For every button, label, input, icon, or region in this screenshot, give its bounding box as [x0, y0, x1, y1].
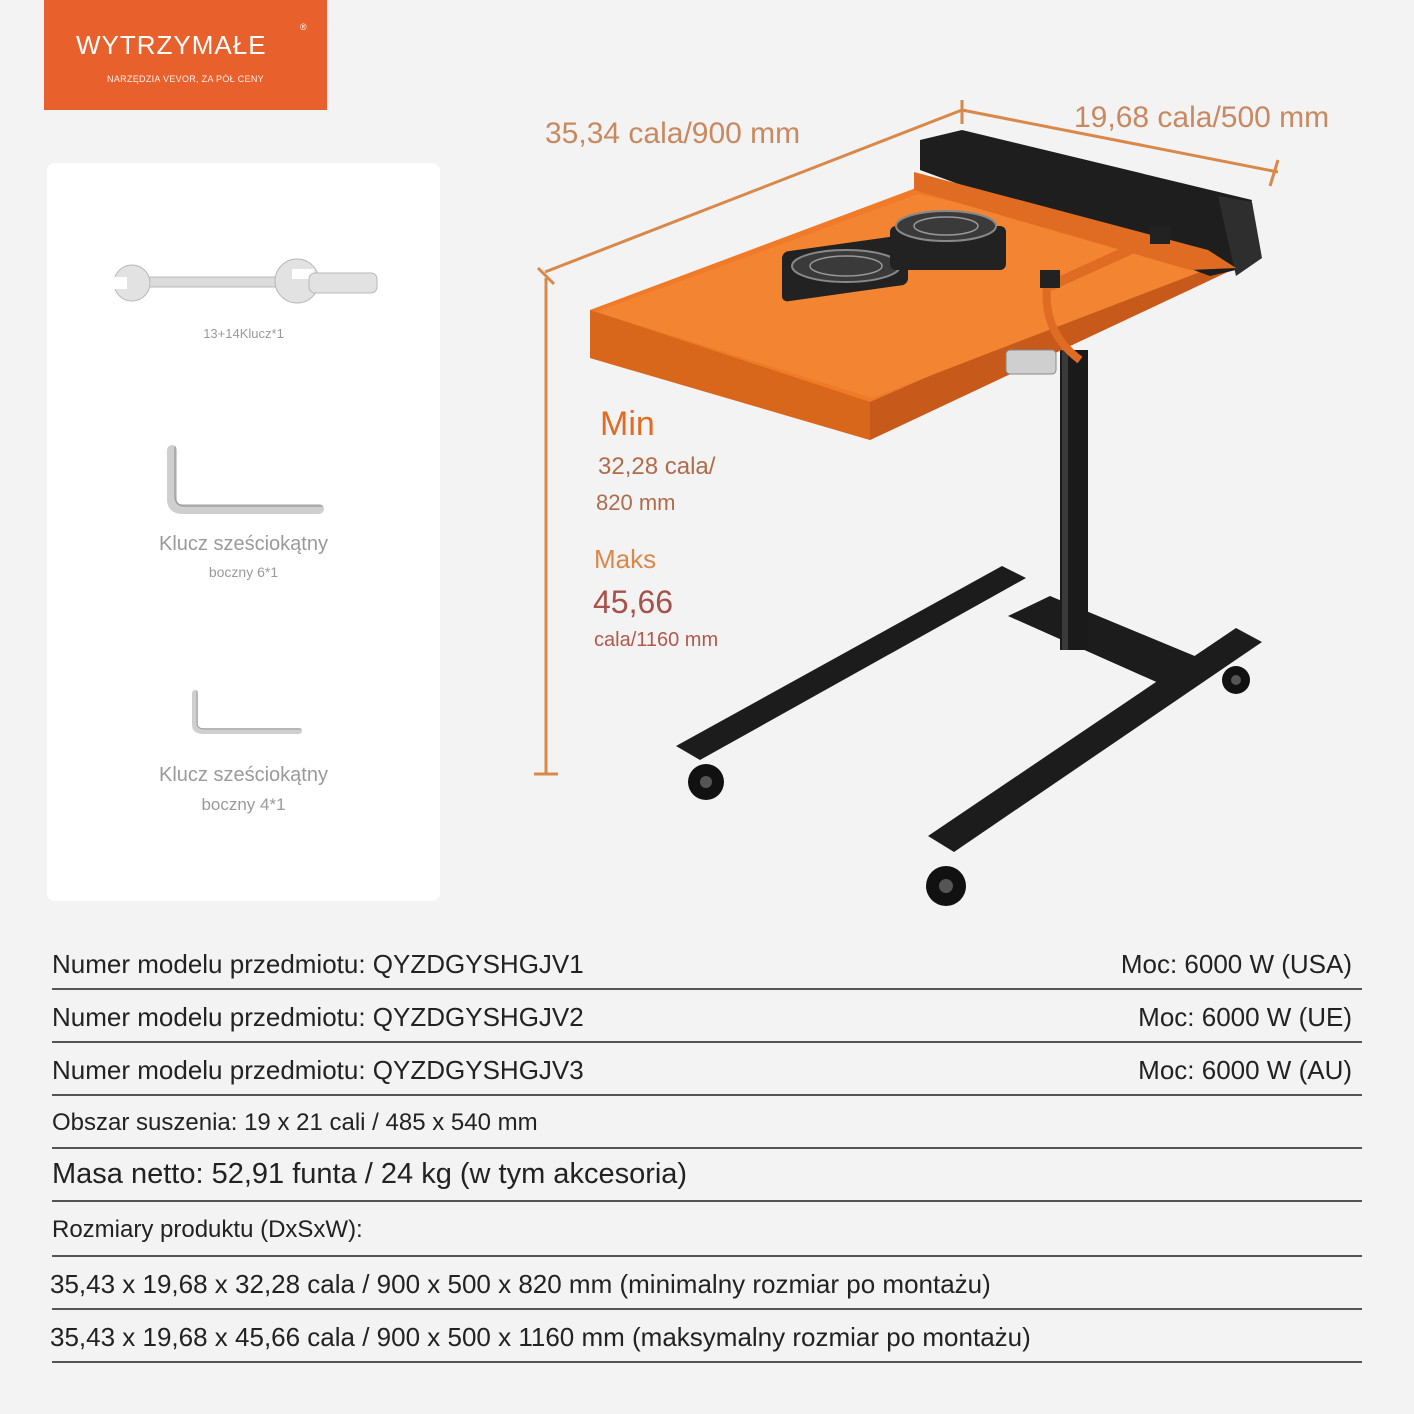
spec-row: [52, 1202, 1362, 1257]
spec-row: [52, 1043, 1362, 1096]
base-frame: [676, 566, 1262, 852]
brand-name: WYTRZYMAŁE: [76, 30, 267, 60]
spec-row: [52, 990, 1362, 1043]
spec-left: Numer modelu przedmiotu: QYZDGYSHGJV3: [52, 1055, 584, 1085]
spec-left: Masa netto: 52,91 funta / 24 kg (w tym akcesoria): [52, 1158, 688, 1190]
brand-registered-mark: ®: [300, 22, 307, 32]
min-height-title: Min: [600, 405, 655, 443]
length-dimension-label: 35,34 cala/900 mm: [545, 117, 801, 150]
accessory-label-wrench: 13+14Klucz*1: [203, 326, 284, 341]
accessory-label-hex4: Klucz sześciokątny: [159, 764, 328, 786]
spec-right: Moc: 6000 W (UE): [1138, 1002, 1352, 1032]
spec-row: [52, 1257, 1362, 1310]
spec-left: 35,43 x 19,68 x 32,28 cala / 900 x 500 x 820 mm (minimalny rozmiar po montażu): [50, 1269, 991, 1299]
accessory-label-hex6: Klucz sześciokątny: [159, 533, 328, 555]
spec-row: [52, 1149, 1362, 1202]
spec-row: [52, 1310, 1362, 1363]
spec-left: Numer modelu przedmiotu: QYZDGYSHGJV2: [52, 1002, 584, 1032]
width-dimension-label: 19,68 cala/500 mm: [1074, 101, 1330, 134]
accessory-sub-hex4: boczny 4*1: [201, 795, 286, 814]
spec-left: 35,43 x 19,68 x 45,66 cala / 900 x 500 x 1160 mm (maksymalny rozmiar po montażu): [50, 1322, 1031, 1352]
max-height-unit: cala/1160 mm: [594, 629, 719, 651]
brand-tagline: NARZĘDZIA VEVOR, ZA PÓŁ CENY: [107, 74, 264, 84]
min-height-value: 32,28 cala/: [598, 453, 716, 480]
max-height-title: Maks: [594, 544, 657, 574]
min-height-unit: 820 mm: [596, 490, 676, 515]
spec-right: Moc: 6000 W (USA): [1120, 949, 1352, 979]
spec-row: [52, 938, 1362, 990]
spec-table: [52, 938, 1362, 1363]
spec-row: [52, 1096, 1362, 1149]
spec-left: Rozmiary produktu (DxSxW):: [52, 1216, 363, 1243]
accessory-sub-hex6: boczny 6*1: [208, 564, 279, 580]
spec-left: Numer modelu przedmiotu: QYZDGYSHGJV1: [52, 949, 584, 979]
spec-right: Moc: 6000 W (AU): [1138, 1055, 1352, 1085]
spec-left: Obszar suszenia: 19 x 21 cali / 485 x 540 mm: [52, 1109, 538, 1136]
max-height-value: 45,66: [593, 584, 674, 620]
